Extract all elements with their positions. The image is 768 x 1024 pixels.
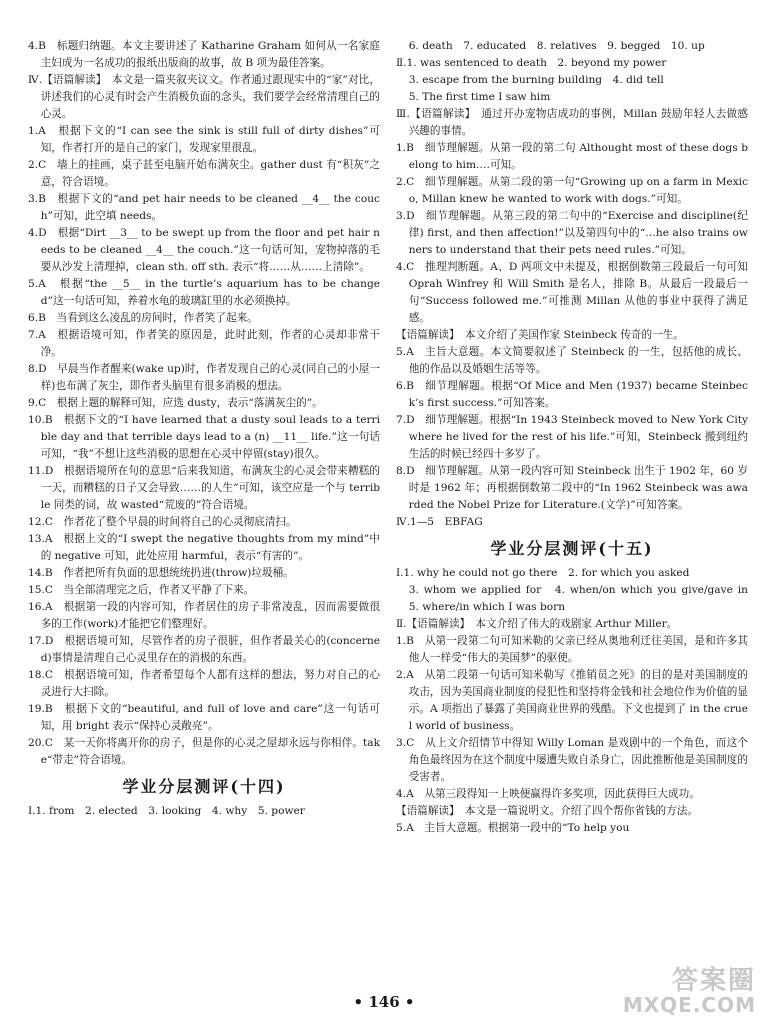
answer-item: Ⅲ.【语篇解读】 通过开办宠物店成功的事例，Millan 鼓励年轻人去做感兴趣的事情。 <box>396 108 748 137</box>
answer-item: 7.A 根据语境可知，作者笑的原因是，此时此刻，作者的心灵却非常干净。 <box>28 329 380 358</box>
watermark-logo <box>622 965 756 1017</box>
answer-item: 4.B 标题归纳题。本文主要讲述了 Katharine Graham 如何从一名家庭主妇成为一名成功的报纸出版商的故事，故 B 项为最佳答案。 <box>28 40 380 69</box>
answer-item: 14.B 作者把所有负面的思想统统扔进(throw)垃圾桶。 <box>28 567 294 579</box>
answer-item: 2.C 墙上的挂画，桌子甚至电脑开始布满灰尘。gather dust 有“积灰”之意，符合语境。 <box>28 159 380 188</box>
answer-item: 12.C 作者花了整个早晨的时间将自己的心灵彻底清扫。 <box>28 516 297 528</box>
right-column <box>396 38 759 837</box>
answer-item: Ⅳ.1—5 EBFAG <box>396 516 483 528</box>
left-column <box>28 38 380 820</box>
answer-item: 15.C 当全部清理完之后，作者又平静了下来。 <box>28 584 255 596</box>
answer-item: 【语篇解读】 本文是一篇说明文。介绍了四个帮你省钱的方法。 <box>396 805 698 817</box>
answer-item: 4.D 根据“Dirt __3__ to be swept up from the floor and pet hair needs to be cleaned __4__ the couch.”这一句话可知，宠物掉落的毛要从沙发上清理掉，clean sth. off sth. 表示“将……从……上清除”。 <box>28 227 380 273</box>
answer-item: 5.A 主旨大意题。根据第一段中的“To help you <box>396 822 630 834</box>
page-number: • 146 • <box>353 993 415 1011</box>
answer-item: 6.B 细节理解题。根据“Of Mice and Men (1937) became Steinbeck’s first success.”可知答案。 <box>396 380 748 409</box>
answer-item: 6. death 7. educated 8. relatives 9. begged 10. up <box>408 40 705 52</box>
answer-item: 3. escape from the burning building 4. did tell <box>408 74 664 86</box>
section-heading: 学业分层测评(十四) <box>122 777 286 796</box>
answer-item: Ⅰ.1. from 2. elected 3. looking 4. why 5. power <box>28 805 305 817</box>
answer-item: 3.B 根据下文的“and pet hair needs to be cleaned __4__ the couch”可知，此空填 needs。 <box>28 193 380 222</box>
answer-item: 4.A 从第三段得知一上映便赢得许多奖项，因此获得巨大成功。 <box>396 788 700 800</box>
answer-item: Ⅱ.【语篇解读】 本文介绍了伟大的戏剧家 Arthur Miller。 <box>396 618 678 630</box>
answer-item: 4.C 推理判断题。A、D 两项文中未提及，根据倒数第三段最后一句可知 Oprah Winfrey 和 Will Smith 是名人，排除 B。从最后一段最后一句“Success followed me.”可推测 Millan 从他的事业中获得了满足感。 <box>396 261 748 324</box>
answer-item: 8.D 细节理解题。从第一段内容可知 Steinbeck 出生于 1902 年，60 岁时是 1962 年；再根据倒数第二段中的“In 1962 Steinbeck was awarded the Nobel Prize for Literature.(文学)”可知答案。 <box>396 465 748 511</box>
answer-item: 8.D 早晨当作者醒来(wake up)时，作者发现自己的心灵(同自己的小屋一样)也布满了灰尘，即作者头脑里有很多消极的想法。 <box>28 363 380 392</box>
answer-item: 9.C 根据上题的解释可知，应选 dusty，表示“落满灰尘的”。 <box>28 397 323 409</box>
answer-item: 11.D 根据语境所在句的意思“后来我知道，布满灰尘的心灵会带来糟糕的一天，而糟糕的日子又会导致……的人生”可知，该空应是一个与 terrible 同类的词，故 wasted“荒废的”符合语境。 <box>28 465 380 511</box>
watermark-text: 答案圈 <box>671 965 756 996</box>
answer-item: 3.D 细节理解题。从第三段的第二句中的“Exercise and discipline(纪律) first, and then affection!”以及第四句中的“…he also trains owners to understand that their pets need rules.”可知。 <box>396 210 748 256</box>
answer-item: 【语篇解读】 本文介绍了美国作家 Steinbeck 传奇的一生。 <box>396 329 684 341</box>
answer-item: 5.A 根据“the __5__ in the turtle’s aquarium has to be changed”这一句话可知，养着水龟的玻璃缸里的水必须换掉。 <box>28 278 380 307</box>
answer-item: 13.A 根据上文的“I swept the negative thoughts from my mind”中的 negative 可知，此处应用 harmful，表示“有害的”。 <box>28 533 380 562</box>
answer-item: 2.C 细节理解题。从第二段的第一句“Growing up on a farm in Mexico, Millan knew he wanted to work with dogs.”可知。 <box>396 176 748 205</box>
answer-item: 17.D 根据语境可知，尽管作者的房子很脏，但作者最关心的(concerned)事情是清理自己心灵里存在的消极的东西。 <box>28 635 380 664</box>
answer-item: 2.A 从第二段第一句话可知米勒写《推销员之死》的目的是对美国制度的攻击，因为美国商业制度的侵犯性和坚持将金钱和社会地位作为价值的显示。A 项指出了暴露了美国商业世界的残酷。下文也提到了 in the cruel world of business。 <box>396 669 748 732</box>
answer-item: 1.B 细节理解题。从第一段的第二句 Althought most of these dogs belong to him.…可知。 <box>396 142 748 171</box>
answer-item: 19.B 根据下文的“beautiful, and full of love and care”这一句话可知，用 bright 表示“保持心灵敞亮”。 <box>28 703 380 732</box>
answer-item: 16.A 根据第一段的内容可知，作者居住的房子非常凌乱，因而需要做很多的工作(work)才能把它们整理好。 <box>28 601 380 630</box>
answer-item: 7.D 细节理解题。根据“In 1943 Steinbeck moved to New York City where he lived for the rest of his life.”可知，Steinbeck 搬到纽约生活的时候已经四十多岁了。 <box>396 414 748 460</box>
answer-item: 3. whom we applied for 4. when/on which you give/gave in 5. where/in which I was born <box>408 584 759 613</box>
answer-item: 18.C 根据语境可知，作者希望每个人都有这样的想法，努力对自己的心灵进行大扫除。 <box>28 669 380 698</box>
answer-item: 5. The first time I saw him <box>408 91 551 103</box>
section-heading: 学业分层测评(十五) <box>490 539 654 558</box>
answer-item: Ⅰ.1. why he could not go there 2. for which you asked <box>396 567 690 579</box>
answer-item: 1.A 根据下文的“I can see the sink is still full of dirty dishes”可知，作者打开的是自己的家门，发现家里很乱。 <box>28 125 380 154</box>
answer-item: 5.A 主旨大意题。本文简要叙述了 Steinbeck 的一生，包括他的成长、他的作品以及婚姻生活等等。 <box>396 346 748 375</box>
answer-item: 3.C 从上文介绍情节中得知 Willy Loman 是戏剧中的一个角色，而这个角色最终因为在这个制度中屡遭失败自杀身亡，因此推断他是美国制度的受害者。 <box>396 737 748 783</box>
answer-item: 6.B 当看到这么凌乱的房间时，作者笑了起来。 <box>28 312 258 324</box>
answer-item: 1.B 从第一段第二句可知米勒的父亲已经从奥地利迁往美国，是和许多其他人一样受“伟大的美国梦”的驱使。 <box>396 635 748 664</box>
answer-item: 10.B 根据下文的“I have learned that a dusty soul leads to a terrible day and that terrible days lead to a (n) __11__ life.”这一句话可知，“我”不想让这些消极的思想在心灵中停留(stay)很久。 <box>28 414 380 460</box>
answer-item: 20.C 某一天你将离开你的房子，但是你的心灵之屋却永远与你相伴。take“带走”符合语境。 <box>28 737 380 766</box>
answer-item: Ⅳ.【语篇解读】 本文是一篇夹叙夹议文。作者通过跟现实中的“家”对比，讲述我们的心灵有时会产生消极负面的念头，我们要学会经常清理自己的心灵。 <box>28 74 380 120</box>
watermark-url: MXQE.COM <box>622 993 756 1017</box>
answer-item: Ⅱ.1. was sentenced to death 2. beyond my power <box>396 57 667 69</box>
